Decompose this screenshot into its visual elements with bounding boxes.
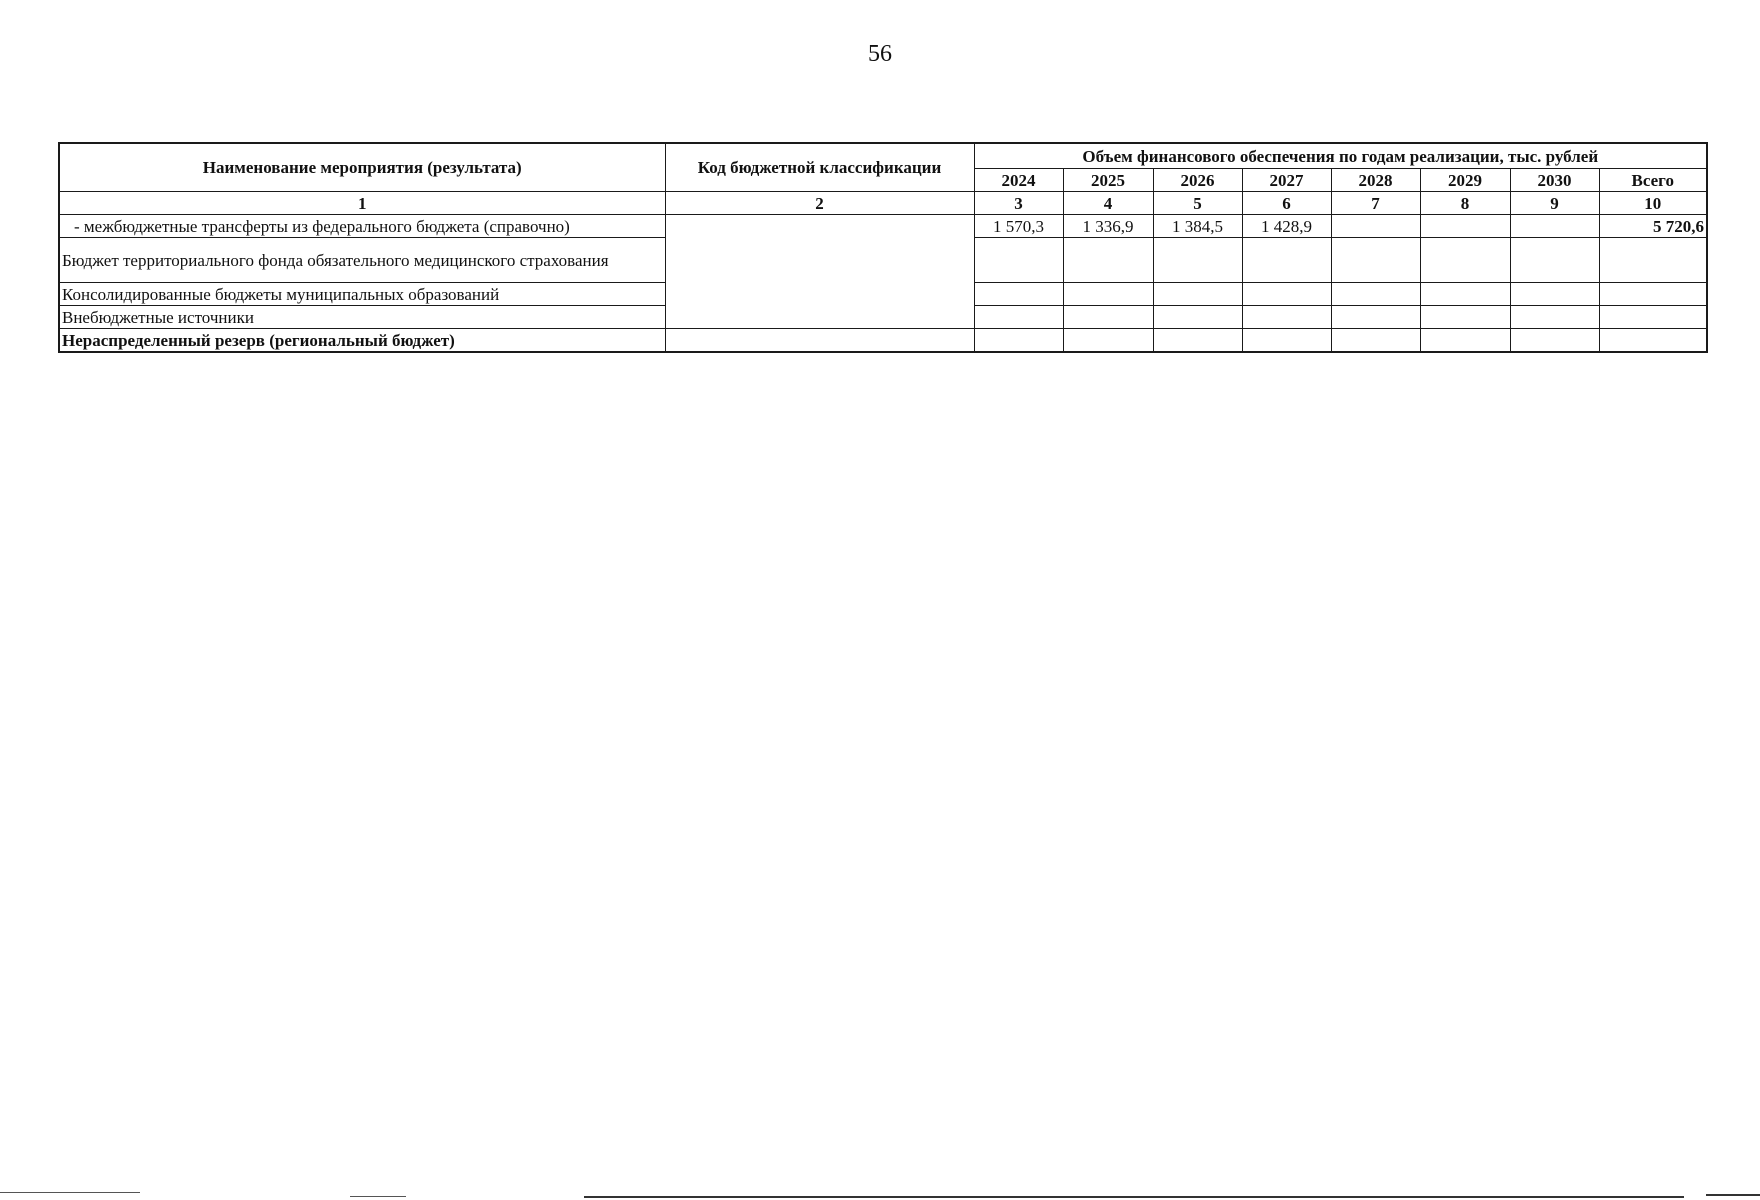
value-cell — [1331, 238, 1420, 283]
value-cell — [1063, 306, 1153, 329]
value-cell — [1331, 283, 1420, 306]
budget-code-cell — [665, 215, 974, 329]
value-cell — [1242, 283, 1331, 306]
column-number: 10 — [1599, 192, 1707, 215]
value-cell — [974, 283, 1063, 306]
value-cell — [1510, 329, 1599, 353]
value-cell: 1 428,9 — [1242, 215, 1331, 238]
total-cell — [1599, 329, 1707, 353]
header-funding: Объем финансового обеспечения по годам реализации, тыс. рублей — [974, 143, 1707, 169]
column-number: 6 — [1242, 192, 1331, 215]
scan-edge-line — [0, 1192, 140, 1193]
header-year: 2025 — [1063, 169, 1153, 192]
value-cell — [1420, 238, 1510, 283]
value-cell — [1063, 283, 1153, 306]
scan-edge-line — [584, 1196, 1684, 1198]
value-cell — [1153, 329, 1242, 353]
value-cell — [1331, 306, 1420, 329]
row-name: Консолидированные бюджеты муниципальных образований — [59, 283, 665, 306]
row-name: Внебюджетные источники — [59, 306, 665, 329]
value-cell — [1510, 306, 1599, 329]
row-name: Бюджет территориального фонда обязательного медицинского страхования — [59, 238, 665, 283]
value-cell — [1420, 283, 1510, 306]
total-cell — [1599, 238, 1707, 283]
row-name: Нераспределенный резерв (региональный бюджет) — [59, 329, 665, 353]
column-number: 5 — [1153, 192, 1242, 215]
value-cell — [1420, 306, 1510, 329]
value-cell — [1153, 238, 1242, 283]
header-year: 2029 — [1420, 169, 1510, 192]
value-cell — [1242, 306, 1331, 329]
value-cell: 1 570,3 — [974, 215, 1063, 238]
page-number: 56 — [868, 41, 892, 67]
column-number: 7 — [1331, 192, 1420, 215]
header-year: 2030 — [1510, 169, 1599, 192]
value-cell — [1510, 283, 1599, 306]
value-cell — [1420, 329, 1510, 353]
value-cell: 1 384,5 — [1153, 215, 1242, 238]
value-cell — [1153, 306, 1242, 329]
value-cell — [1331, 329, 1420, 353]
column-numbers-row — [59, 192, 1707, 215]
value-cell: 1 336,9 — [1063, 215, 1153, 238]
value-cell — [1510, 238, 1599, 283]
value-cell — [974, 306, 1063, 329]
value-cell — [1153, 283, 1242, 306]
column-number: 9 — [1510, 192, 1599, 215]
scan-edge-line — [350, 1196, 406, 1197]
value-cell — [1242, 329, 1331, 353]
value-cell — [1242, 238, 1331, 283]
value-cell — [974, 238, 1063, 283]
column-number: 3 — [974, 192, 1063, 215]
funding-table — [58, 142, 1708, 353]
value-cell — [974, 329, 1063, 353]
header-year: 2024 — [974, 169, 1063, 192]
header-year: 2026 — [1153, 169, 1242, 192]
value-cell — [1063, 329, 1153, 353]
table-row — [59, 215, 1707, 238]
header-year: 2028 — [1331, 169, 1420, 192]
header-code: Код бюджетной классификации — [665, 143, 974, 192]
row-name: - межбюджетные трансферты из федерального бюджета (справочно) — [59, 215, 665, 238]
total-cell — [1599, 306, 1707, 329]
header-name: Наименование мероприятия (результата) — [59, 143, 665, 192]
total-cell — [1599, 283, 1707, 306]
column-number: 4 — [1063, 192, 1153, 215]
table-row — [59, 329, 1707, 353]
value-cell — [1063, 238, 1153, 283]
scan-edge-line — [1706, 1194, 1760, 1196]
total-cell: 5 720,6 — [1599, 215, 1707, 238]
header-year: 2027 — [1242, 169, 1331, 192]
value-cell — [1510, 215, 1599, 238]
header-total: Всего — [1599, 169, 1707, 192]
column-number: 8 — [1420, 192, 1510, 215]
column-number: 2 — [665, 192, 974, 215]
value-cell — [1420, 215, 1510, 238]
value-cell — [1331, 215, 1420, 238]
column-number: 1 — [59, 192, 665, 215]
budget-code-cell — [665, 329, 974, 353]
